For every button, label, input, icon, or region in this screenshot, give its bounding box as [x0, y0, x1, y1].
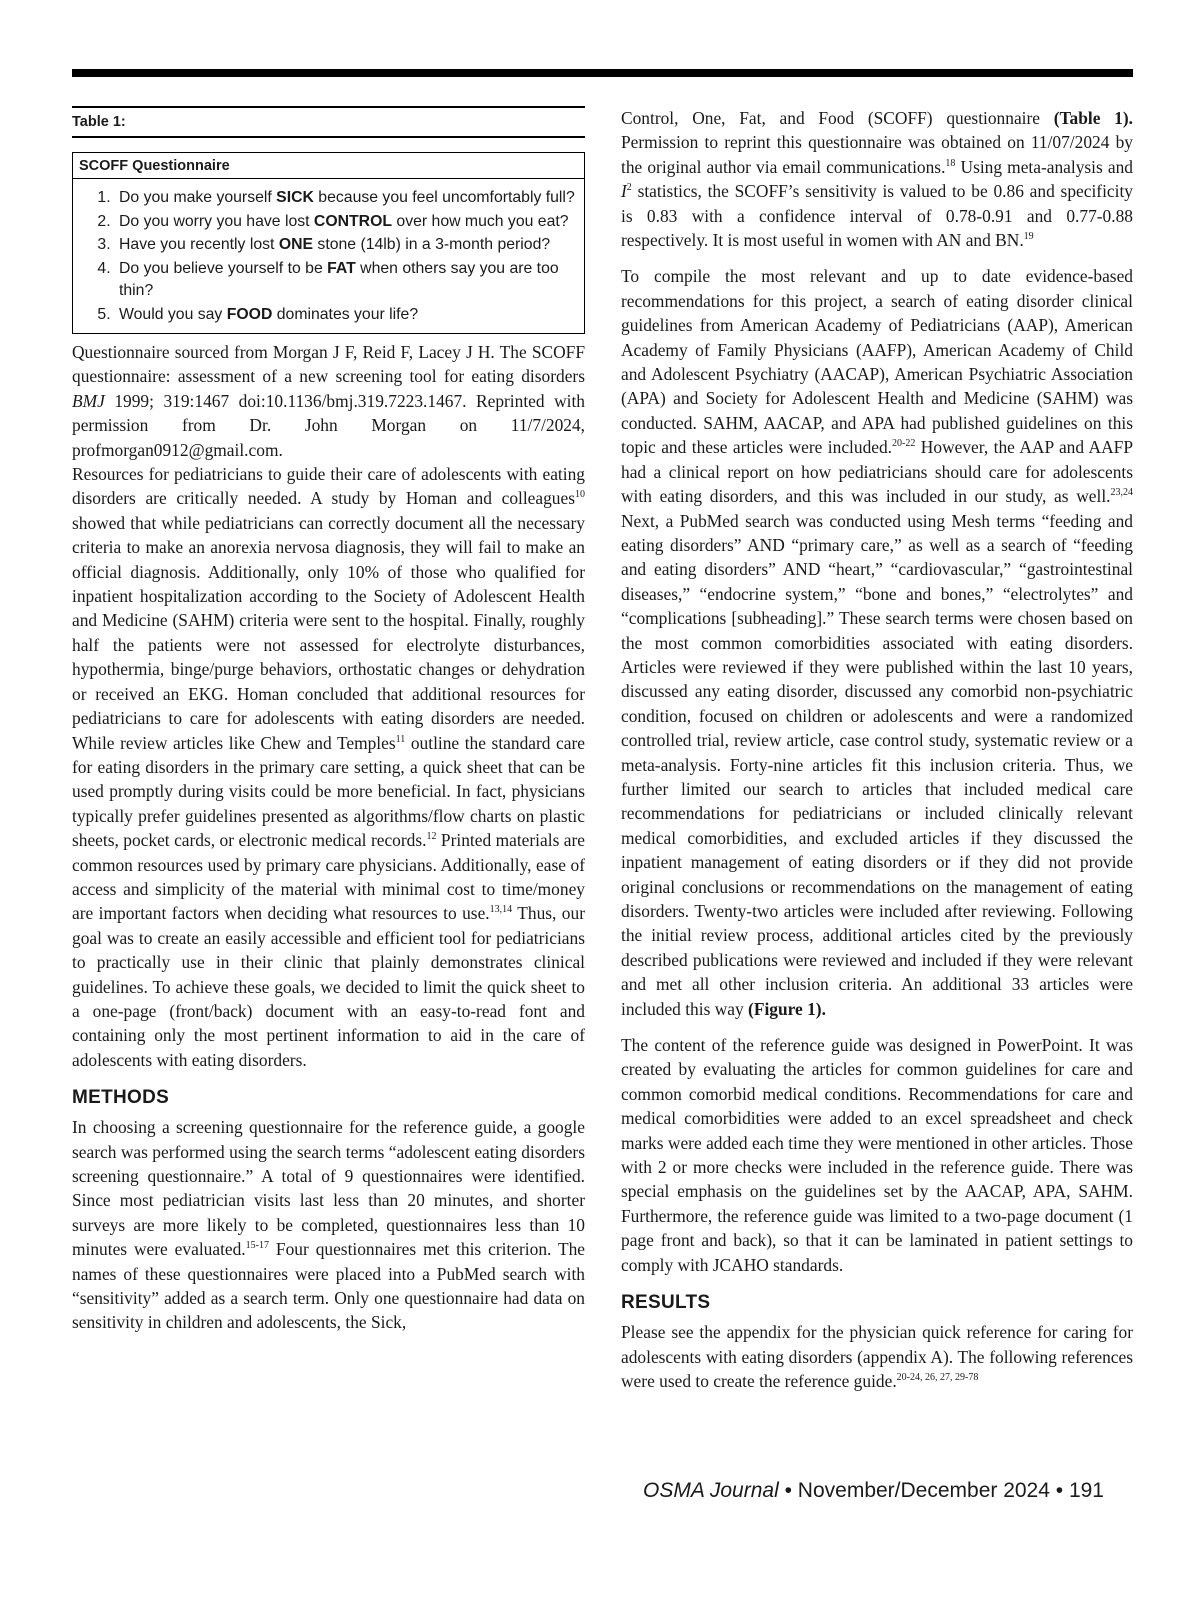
- left-column: [72, 106, 585, 1335]
- table-label: Table 1:: [72, 106, 585, 138]
- scoff-table: [72, 152, 585, 334]
- scoff-question-list: [73, 179, 584, 333]
- page-number: 191: [1068, 1479, 1104, 1502]
- table-caption: Questionnaire sourced from Morgan J F, Reid F, Lacey J H. The SCOFF questionnaire: assessment of a new screening tool for eating disorders BMJ 1999; 319:1467 doi:10.1136/bmj.319.7223.1467. Reprinted with permission from Dr. John Morgan on 11/7/2024, profmorgan0912@gmail.com.: [72, 342, 585, 460]
- scoff-question: 2. Do you worry you have lost CONTROL over how much you eat?: [115, 211, 576, 234]
- methods-paragraph: In choosing a screening questionnaire for the reference guide, a google search was performed using the search terms “adolescent eating disorders screening questionnaire.” A total of 9 questionnaires were identified. Since most pediatrician visits last less than 20 minutes, and shorter surveys are more likely to be completed, questionnaires less than 10 minutes were evaluated.$^{15-17}$ Four questionnaires met this criterion. The names of these questionnaires were placed into a PubMed search with “sensitivity” added as a search term. Only one questionnaire had data on sensitivity in children and adolescents, the Sick,: [72, 1117, 585, 1333]
- scoff-table-title: SCOFF Questionnaire: [73, 153, 584, 179]
- methods-heading: METHODS: [72, 1087, 170, 1109]
- page-footer: OSMA Journal • November/December 2024 • 191: [642, 1479, 1104, 1502]
- scoff-question: 1. Do you make yourself SICK because you feel uncomfortably full?: [115, 187, 576, 210]
- results-paragraph: Please see the appendix for the physician quick reference for caring for adolescents with eating disorders (appendix A). The following references were used to create the reference guide.$^{20-24, 26, 27, 29-78}$: [621, 1322, 1133, 1391]
- search-method-paragraph: To compile the most relevant and up to date evidence-based recommendations for this project, a search of eating disorder clinical guidelines from American Academy of Pediatricians (AAP), American Academy of Family Physicians (AAFP), American Academy of Child and Adolescent Psychiatry (AACAP), American Psychiatric Association (APA) and Society for Adolescent Health and Medicine (SAHM) was conducted. SAHM, AACAP, and APA had published guidelines on this topic and these articles were included.$^{20-22}$ However, the AAP and AAFP had a clinical report on how pediatricians should care for adolescents with eating disorders, and this was included in our study, as well.$^{23,24}$ Next, a PubMed search was conducted using Mesh terms “feeding and eating disorders” AND “primary care,” as well as a search of “feeding and eating disorders” AND “heart,” “cardiovascular,” “gastrointestinal diseases,” “endocrine system,” “bone and bones,” “electrolytes” and “complications [subheading].” These search terms were chosen based on the most common comorbidities associated with eating disorders. Articles were reviewed if they were published within the last 10 years, discussed any eating disorder, discussed any comorbid non-psychiatric condition, focused on children or adolescents and were a randomized controlled trial, review article, case control study, systematic review or a meta-analysis. Forty-nine articles fit this inclusion criteria. Thus, we further limited our search to articles that included medical care recommendations for pediatricians or included clinically relevant medical comorbidities, and excluded articles if they discussed the inpatient management of eating disorders or if they did not provide original conclusions or recommendations on the management of eating disorders. Twenty-two articles were included after reviewing. Following the initial review process, additional articles cited by the previously described publications were reviewed and included if they were relevant and met all other inclusion criteria. An additional 33 articles were included this way (Figure 1).: [621, 266, 1133, 1019]
- intro-paragraph: Resources for pediatricians to guide their care of adolescents with eating disorders are critically needed. A study by Homan and colleagues$^{10}$ showed that while pediatricians can correctly document all the necessary criteria to make an anorexia nervosa diagnosis, they will fail to make an official diagnosis. Additionally, only 10% of those who qualified for inpatient hospitalization according to the Society of Adolescent Health and Medicine (SAHM) criteria were sent to the hospital. Finally, roughly half the patients were not assessed for electrolyte disturbances, hypothermia, binge/purge behaviors, orthostatic changes or dehydration or received an EKG. Homan concluded that additional resources for pediatricians to care for adolescents with eating disorders are needed. While review articles like Chew and Temples$^{11}$ outline the standard care for eating disorders in the primary care setting, a quick sheet that can be used promptly during visits could be more beneficial. In fact, physicians typically prefer guidelines presented as algorithms/flow charts on plastic sheets, pocket cards, or electronic medical records.$^{12}$ Printed materials are common resources used by primary care physicians. Additionally, ease of access and simplicity of the material with minimal cost to time/money are important factors when deciding what resources to use.$^{13,14}$ Thus, our goal was to create an easily accessible and efficient tool for pediatricians to practically use in their clinic that plainly demonstrates clinical guidelines. To achieve these goals, we decided to limit the quick sheet to a one-page (front/back) document with an easy-to-read font and containing only the most pertinent information to aid in the care of adolescents with eating disorders.: [72, 464, 586, 1070]
- journal-name: OSMA Journal: [642, 1479, 779, 1502]
- top-rule: [72, 69, 1133, 77]
- guide-design-paragraph: The content of the reference guide was designed in PowerPoint. It was created by evaluating the articles for common guidelines for care and common comorbid medical conditions. Recommendations for care and medical comorbidities were added to an excel spreadsheet and check marks were added each time they were mentioned in other articles. Those with 2 or more checks were included in the reference guide. There was special emphasis on the guidelines set by the AACAP, APA, SAHM. Furthermore, the reference guide was limited to a two-page document (1 page front and back), so that it can be laminated in patient settings to comply with JCAHO standards.: [621, 1035, 1133, 1275]
- issue-date: November/December 2024: [797, 1479, 1050, 1502]
- right-column: [621, 106, 1133, 1393]
- scoff-description-paragraph: Control, One, Fat, and Food (SCOFF) questionnaire (Table 1). Permission to reprint this questionnaire was obtained on 11/07/2024 by the original author via email communications.$^{18}$ Using meta-analysis and $I^2$ statistics, the SCOFF’s sensitivity is valued to be 0.86 and specificity is 0.83 with a confidence interval of 0.78-0.91 and 0.77-0.88 respectively. It is most useful in women with AN and BN.$^{19}$: [621, 108, 1133, 251]
- results-heading: RESULTS: [621, 1292, 711, 1314]
- scoff-question: 3. Have you recently lost ONE stone (14lb) in a 3-month period?: [115, 234, 576, 257]
- scoff-question: 5. Would you say FOOD dominates your life?: [115, 304, 576, 327]
- scoff-question: 4. Do you believe yourself to be FAT when others say you are too thin?: [115, 258, 576, 303]
